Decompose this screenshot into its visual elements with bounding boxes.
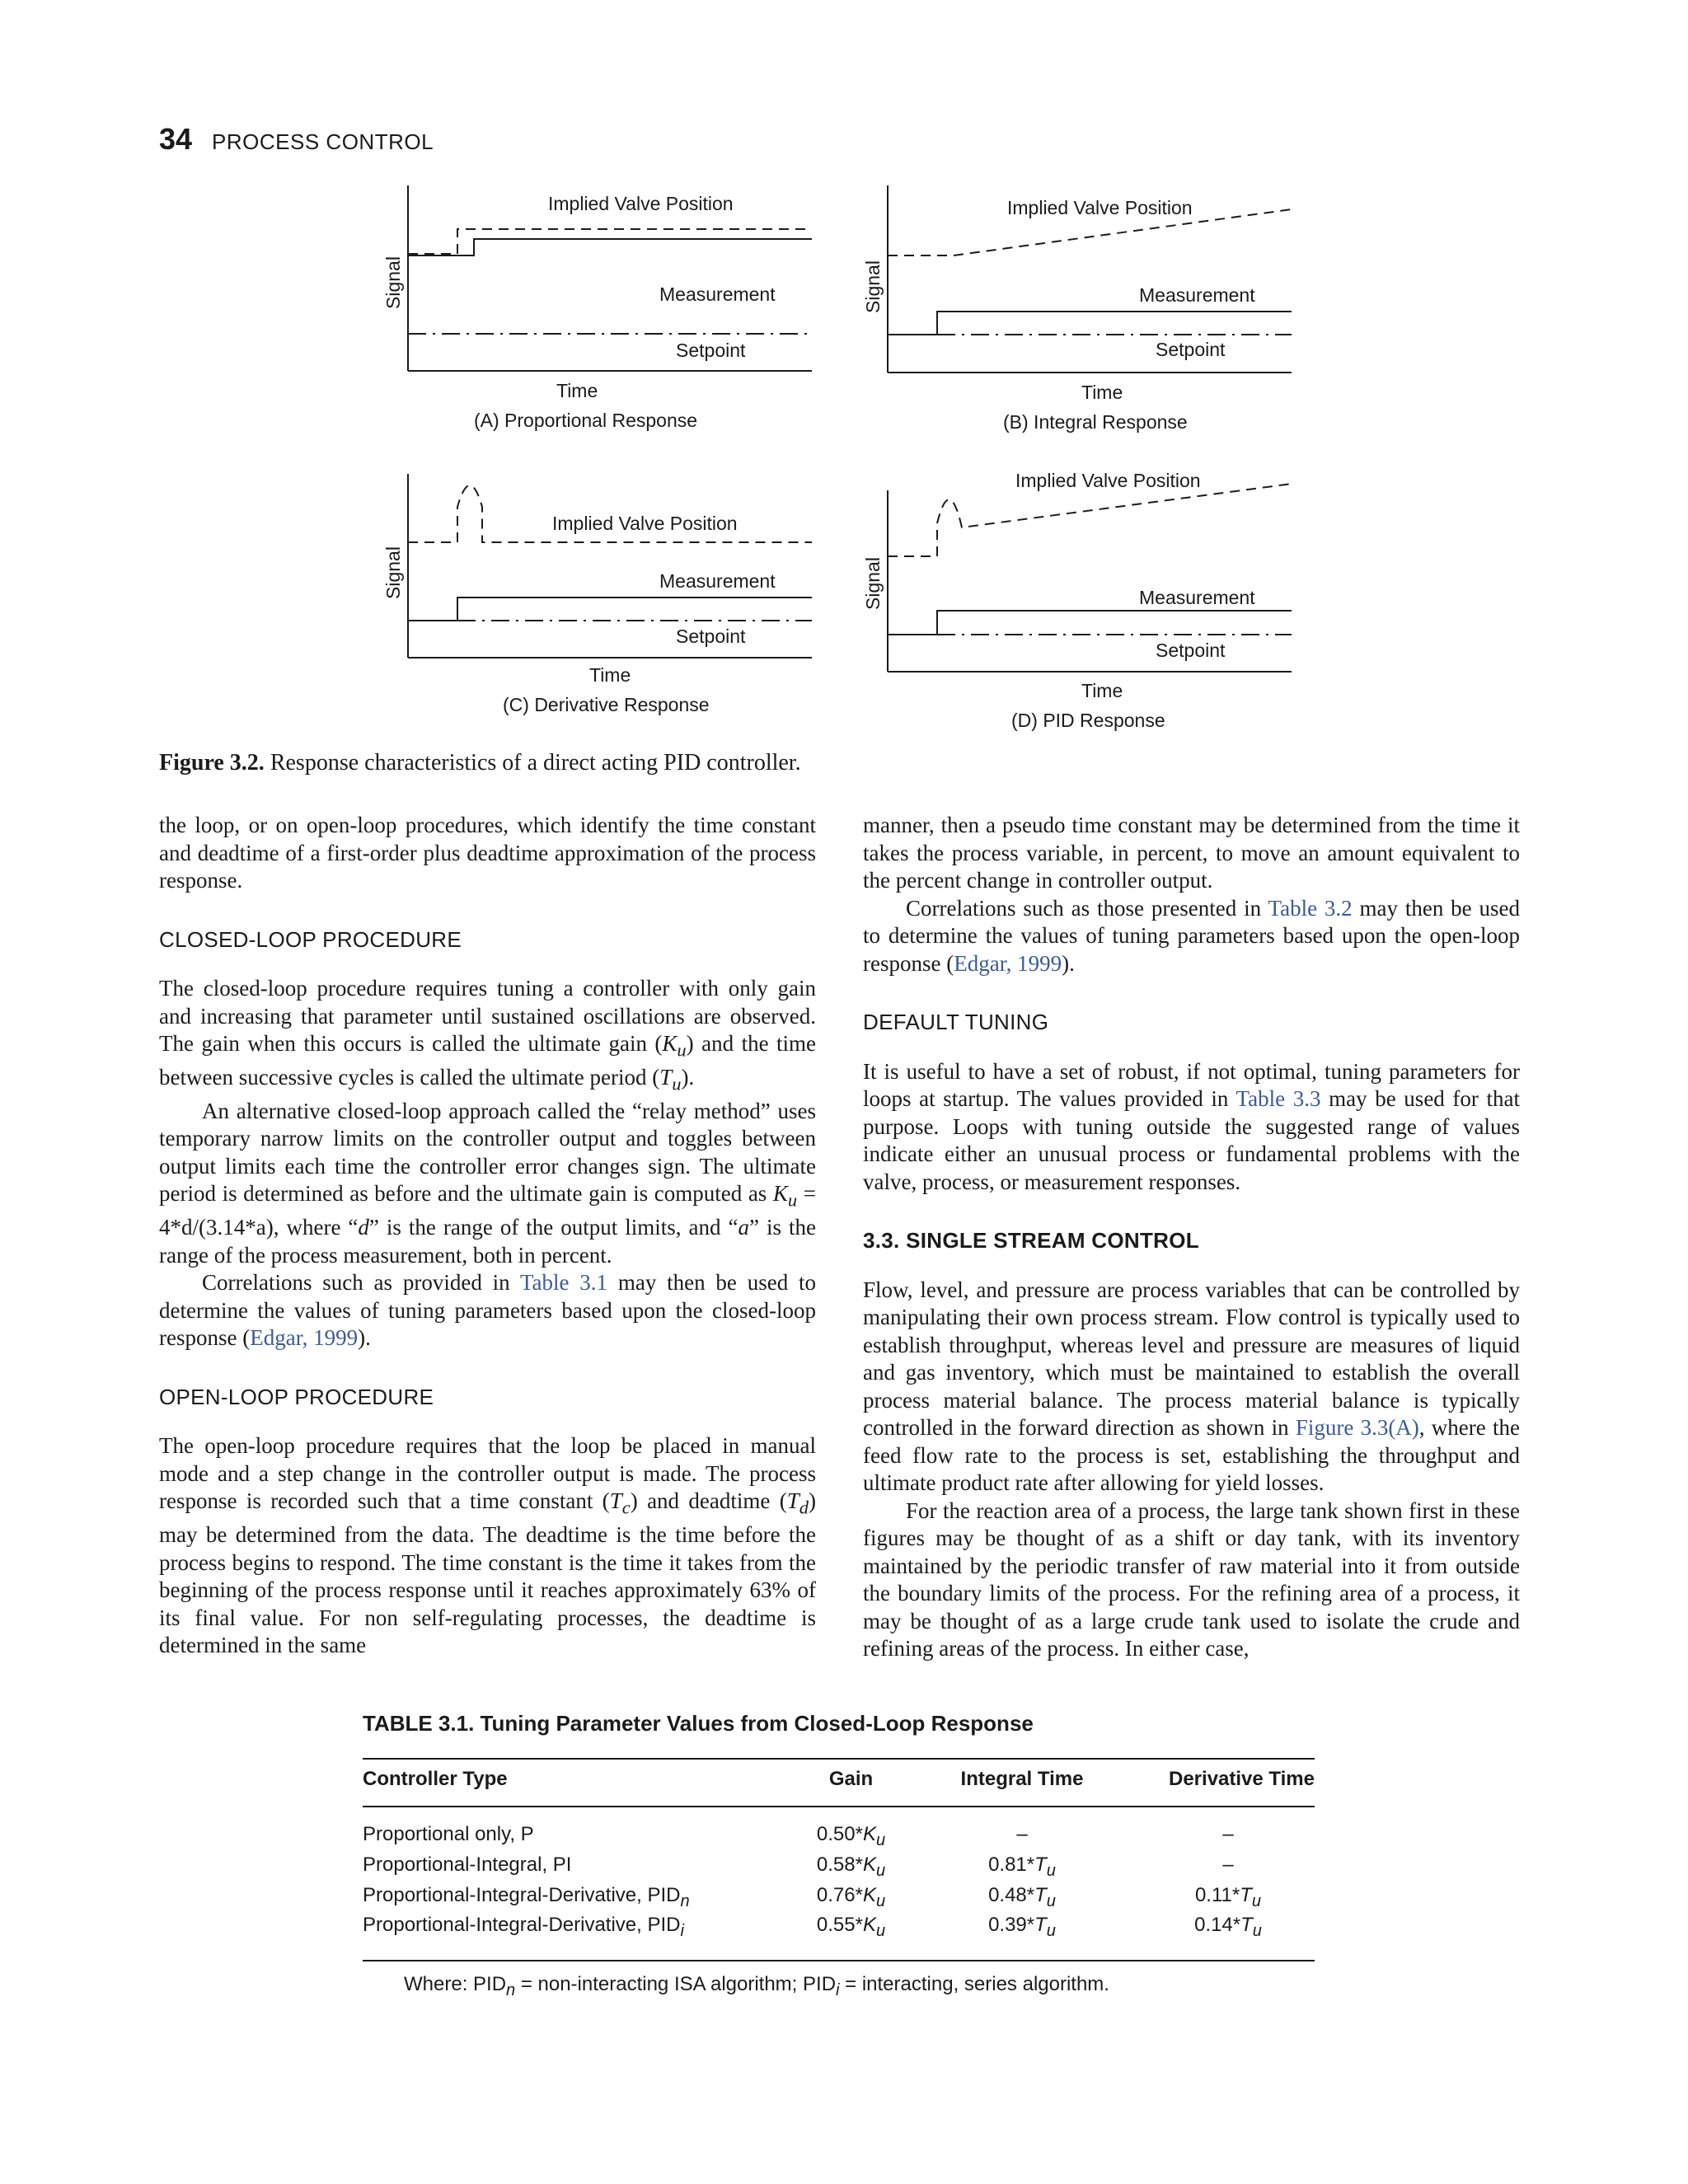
cell-derivative: – bbox=[1222, 1853, 1234, 1876]
paragraph: Flow, level, and pressure are process variables that can be controlled by manipulating their own process stream. Flow control is typically used to establish throughput, whereas level and pressure are measures of liquid and gas inventory, which must be maintained to establish the overall process material balance. The process material balance is typically controlled in the forward direction as shown in Figure 3.3(A), where the feed flow rate to the process is set, establishing the throughput and ultimate product rate after allowing for yield losses. bbox=[863, 1277, 1520, 1495]
y-axis-label: Signal bbox=[382, 256, 404, 309]
section-heading-open-loop: OPEN-LOOP PROCEDURE bbox=[159, 1384, 434, 1409]
cell-gain: $0.58*K_u$ bbox=[816, 1853, 886, 1880]
paragraph: Correlations such as those presented in Table 3.2 may then be used to determine the values of tuning parameters based upon the open-loop response (Edgar, 1999). bbox=[863, 895, 1520, 976]
x-axis-label: Time bbox=[1081, 382, 1123, 403]
valve-label: Implied Valve Position bbox=[1015, 470, 1201, 491]
panel-caption: (D) PID Response bbox=[1011, 710, 1165, 731]
paragraph: manner, then a pseudo time constant may be determined from the time it takes the process variable, in percent, to move an amount equivalent to the percent change in controller output. bbox=[863, 813, 1520, 893]
valve-label: Implied Valve Position bbox=[548, 193, 734, 214]
cell-derivative: – bbox=[1222, 1823, 1234, 1845]
setpoint-label: Setpoint bbox=[1156, 640, 1226, 661]
x-axis-label: Time bbox=[1081, 680, 1123, 701]
page-number: 34 bbox=[159, 122, 193, 156]
section-heading-single-stream: 3.3. SINGLE STREAM CONTROL bbox=[863, 1228, 1199, 1253]
panel-caption: (A) Proportional Response bbox=[474, 410, 698, 431]
table-row bbox=[363, 1853, 1315, 1883]
figure-panel-b bbox=[855, 181, 1316, 437]
figure-panel-d bbox=[855, 466, 1316, 738]
running-title: PROCESS CONTROL bbox=[212, 129, 434, 154]
valve-label: Implied Valve Position bbox=[1007, 197, 1193, 218]
table-row bbox=[363, 1807, 1315, 1853]
table-3-1-link[interactable]: Table 3.1 bbox=[519, 1270, 608, 1296]
y-axis-label: Signal bbox=[382, 546, 404, 599]
measurement-label: Measurement bbox=[1139, 587, 1255, 608]
cell-gain: $0.55*K_u$ bbox=[775, 1913, 927, 1961]
measurement-label: Measurement bbox=[659, 284, 776, 305]
cell-gain: $0.50*K_u$ bbox=[816, 1823, 886, 1849]
right-column bbox=[863, 812, 1520, 1663]
measurement-label: Measurement bbox=[659, 570, 776, 592]
figure-caption-label: Figure 3.2. bbox=[159, 750, 265, 776]
figure-caption-text: Response characteristics of a direct acting PID controller. bbox=[270, 750, 801, 776]
figure-3-3a-link[interactable]: Figure 3.3(A) bbox=[1295, 1415, 1419, 1440]
table-3-1 bbox=[363, 1711, 1315, 2000]
left-column bbox=[159, 812, 816, 1660]
paragraph: For the reaction area of a process, the large tank shown first in these figures may be thought of as a shift or day tank, with its inventory maintained by the periodic transfer of raw material into it from outside the boundary limits of the process. For the refining area of a process, it may be thought of as a large crude tank used to isolate the crude and refining areas of the process. In either case, bbox=[863, 1497, 1520, 1661]
paragraph: The open-loop procedure requires that the loop be placed in manual mode and a step change in the controller output is made. The process response is recorded such that a time constant $(T_c)$ and deadtime $(T_d)$ may be determined from the data. The deadtime is the time before the process begins to respond. The time constant is the time it takes from the beginning of the process response until it reaches approximately 63% of its final value. For non self-regulating processes, the deadtime is determined in the same bbox=[159, 1433, 816, 1658]
cell-type: Proportional-Integral, PI bbox=[363, 1853, 572, 1876]
measurement-label: Measurement bbox=[1139, 284, 1255, 306]
tuning-table bbox=[363, 1758, 1315, 1961]
figure-panel-c bbox=[375, 466, 837, 721]
x-axis-label: Time bbox=[556, 380, 598, 401]
setpoint-label: Setpoint bbox=[676, 340, 746, 361]
cell-integral: – bbox=[1016, 1823, 1028, 1845]
y-axis-label: Signal bbox=[862, 557, 884, 610]
cell-integral: $0.39*T_u$ bbox=[927, 1913, 1117, 1961]
table-row bbox=[363, 1913, 1315, 1961]
measurement-line bbox=[888, 611, 1292, 635]
section-heading-default-tuning: DEFAULT TUNING bbox=[863, 1010, 1049, 1034]
panel-caption: (B) Integral Response bbox=[1003, 411, 1188, 433]
figure-caption bbox=[159, 750, 1519, 776]
y-axis-label: Signal bbox=[862, 260, 884, 313]
reference-link-edgar-1999[interactable]: Edgar, 1999 bbox=[250, 1325, 359, 1351]
page-header bbox=[159, 122, 434, 157]
cell-gain: $0.76*K_u$ bbox=[816, 1883, 886, 1910]
measurement-line bbox=[408, 598, 812, 621]
column-header: Integral Time bbox=[927, 1759, 1117, 1807]
paragraph: It is useful to have a set of robust, if not optimal, tuning parameters for loops at startup. The values provided in Table 3.3 may be used for that purpose. Loops with tuning outside the suggested range of values indicate either an unusual process or fundamental problems with the valve, process, or measurement responses. bbox=[863, 1058, 1521, 1194]
panel-caption: (C) Derivative Response bbox=[503, 694, 710, 715]
table-3-3-link[interactable]: Table 3.3 bbox=[1236, 1086, 1321, 1111]
paragraph: Correlations such as provided in Table 3.1 may then be used to determine the values of tuning parameters based upon the closed-loop response (Edgar, 1999). bbox=[159, 1270, 816, 1351]
cell-derivative: $0.11*T_u$ bbox=[1194, 1883, 1262, 1910]
cell-integral: $0.48*T_u$ bbox=[988, 1883, 1056, 1910]
cell-integral: $0.81*T_u$ bbox=[988, 1853, 1056, 1880]
cell-type: Proportional-Integral-Derivative, $PID_n$ bbox=[363, 1883, 690, 1910]
table-header-row bbox=[363, 1759, 1315, 1807]
valve-label: Implied Valve Position bbox=[552, 513, 738, 534]
setpoint-label: Setpoint bbox=[1156, 339, 1226, 360]
table-footnote: Where: $PID_n$ = non-interacting ISA algorithm; $PID_i$ = interacting, series algorithm. bbox=[404, 1973, 1109, 1999]
measurement-line bbox=[408, 239, 812, 255]
setpoint-label: Setpoint bbox=[676, 626, 746, 647]
valve-position-line bbox=[888, 484, 1292, 556]
column-header: Gain bbox=[775, 1759, 927, 1807]
column-header: Derivative Time bbox=[1117, 1759, 1315, 1807]
x-axis-label: Time bbox=[589, 664, 631, 686]
table-3-2-link[interactable]: Table 3.2 bbox=[1268, 895, 1353, 921]
paragraph: The closed-loop procedure requires tuning a controller with only gain and increasing that parameter until sustained oscillations are observed. The gain when this occurs is called the ultimate gain $(K_u)$ and the time between successive cycles is called the ultimate period $(T_u)$. bbox=[159, 976, 816, 1094]
cell-derivative: $0.14*T_u$ bbox=[1117, 1913, 1315, 1961]
paragraph: the loop, or on open-loop procedures, which identify the time constant and deadtime of a first-order plus deadtime approximation of the process response. bbox=[159, 813, 816, 893]
table-row bbox=[363, 1883, 1315, 1914]
paragraph: An alternative closed-loop approach called the “relay method” uses temporary narrow limits on the controller output and toggles between output limits each time the controller error changes sign. The ultimate period is determined as before and the ultimate gain is computed as $K_u = 4*d/(3.14*a)$, where “d” is the range of the output limits, and “a” is the range of the process measurement, both in percent. bbox=[159, 1098, 816, 1268]
column-header: Controller Type bbox=[363, 1759, 775, 1807]
section-heading-closed-loop: CLOSED-LOOP PROCEDURE bbox=[159, 926, 462, 952]
figure-panel-a bbox=[375, 181, 837, 437]
table-title: TABLE 3.1. Tuning Parameter Values from Closed-Loop Response bbox=[363, 1711, 1034, 1736]
reference-link-edgar-1999[interactable]: Edgar, 1999 bbox=[954, 950, 1062, 976]
cell-type: Proportional-Integral-Derivative, $PID_i$ bbox=[363, 1913, 775, 1961]
cell-type: Proportional only, P bbox=[363, 1823, 534, 1845]
valve-position-line bbox=[408, 229, 812, 254]
measurement-line bbox=[888, 312, 1292, 335]
